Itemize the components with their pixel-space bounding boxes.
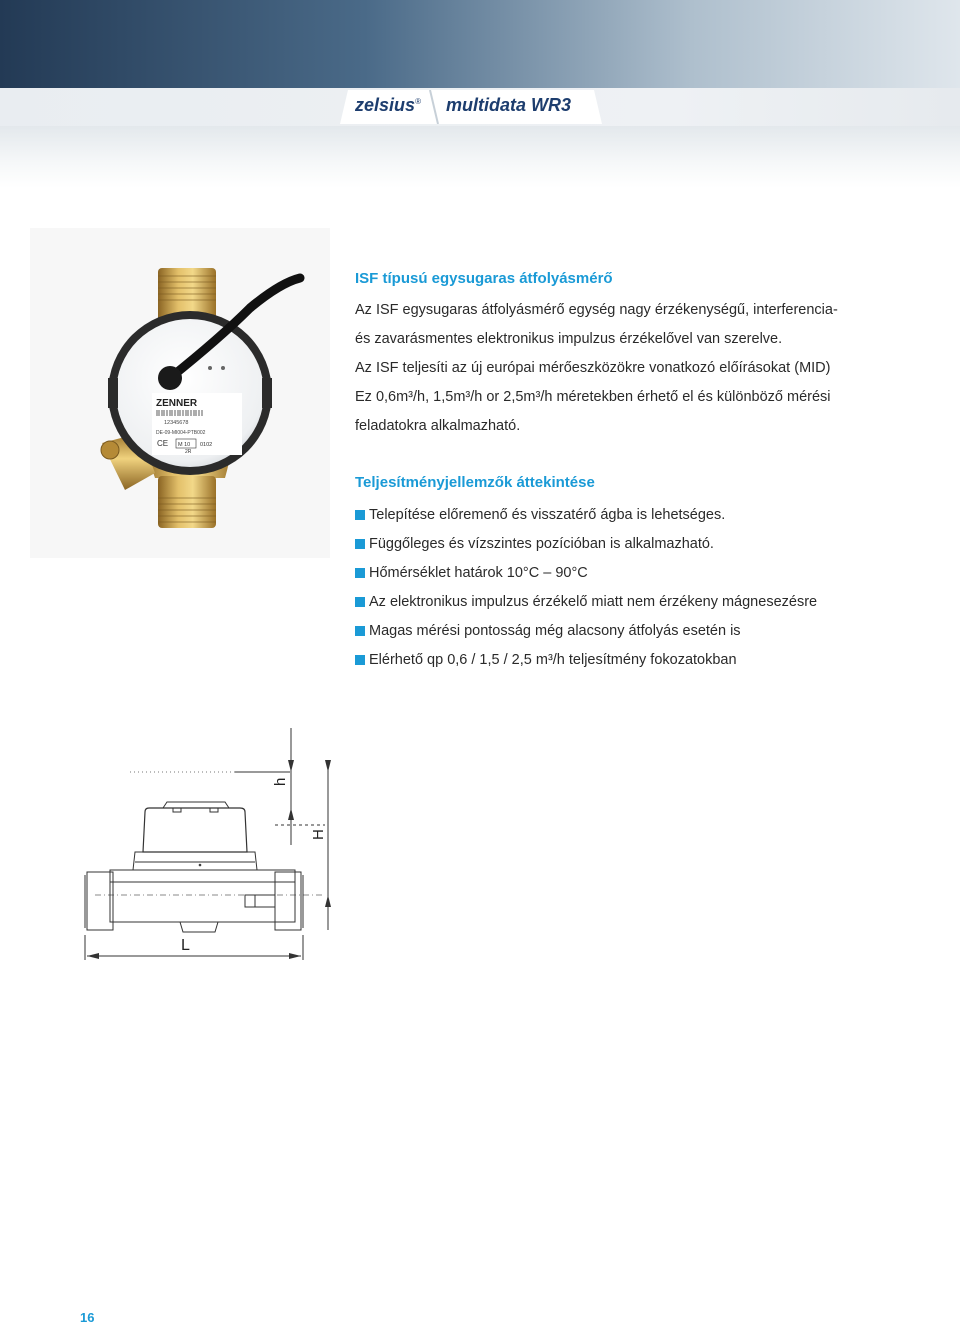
list-item: Telepítése előremenő és visszatérő ágba is lehetséges. [355,500,915,529]
paragraph-line: Az ISF teljesíti az új európai mérőeszközökre vonatkozó előírásokat (MID) [355,360,831,376]
label-serial: 12345678 [164,420,189,426]
list-item: Magas mérési pontosság még alacsony átfolyás esetén is [355,616,915,645]
list-item: Függőleges és vízszintes pozícióban is alkalmazható. [355,529,915,558]
section-paragraph-isf [355,296,880,441]
list-item: Hőmérséklet határok 10°C – 90°C [355,558,915,587]
bullet-square-icon [355,539,365,549]
label-metrology-box: M 10 [178,442,191,448]
feature-list [355,500,915,674]
paragraph-line: Ez 0,6m³/h, 1,5m³/h or 2,5m³/h méretekben érhető el és különböző mérési [355,389,831,405]
header-gradient-band [0,0,960,88]
dimension-h-label: h [272,777,289,786]
bullet-square-icon [355,597,365,607]
dimension-L-label: L [181,937,190,954]
brand-name: zelsius® [355,95,421,115]
list-item: Elérhető qp 0,6 / 1,5 / 2,5 m³/h teljesítmény fokozatokban [355,645,915,674]
bullet-square-icon [355,655,365,665]
bullet-square-icon [355,568,365,578]
dimension-drawing [75,720,345,970]
label-approval: DE-09-MI004-PTB002 [156,430,206,436]
header-fade-band [0,126,960,188]
bullet-square-icon [355,510,365,520]
water-meter-photo [30,228,330,558]
label-notified-body: 0102 [200,442,213,448]
paragraph-line: Az ISF egysugaras átfolyásmérő egység nagy érzékenységű, interferencia- [355,302,838,318]
product-name: multidata WR3 [446,95,572,115]
label-brand: ZENNER [156,398,198,409]
section-title-features: Teljesítményjellemzők áttekintése [355,474,595,491]
dimension-H-label: H [310,829,327,840]
label-class: 2R [185,449,192,455]
label-ce-mark: CE [157,439,169,448]
paragraph-line: feladatokra alkalmazható. [355,418,521,434]
paragraph-line: és zavarásmentes elektronikus impulzus érzékelővel van szerelve. [355,331,783,347]
section-title-isf: ISF típusú egysugaras átfolyásmérő [355,270,613,287]
page-number: 16 [80,1310,95,1325]
list-item: Az elektronikus impulzus érzékelő miatt nem érzékeny mágnesezésre [355,587,915,616]
bullet-square-icon [355,626,365,636]
